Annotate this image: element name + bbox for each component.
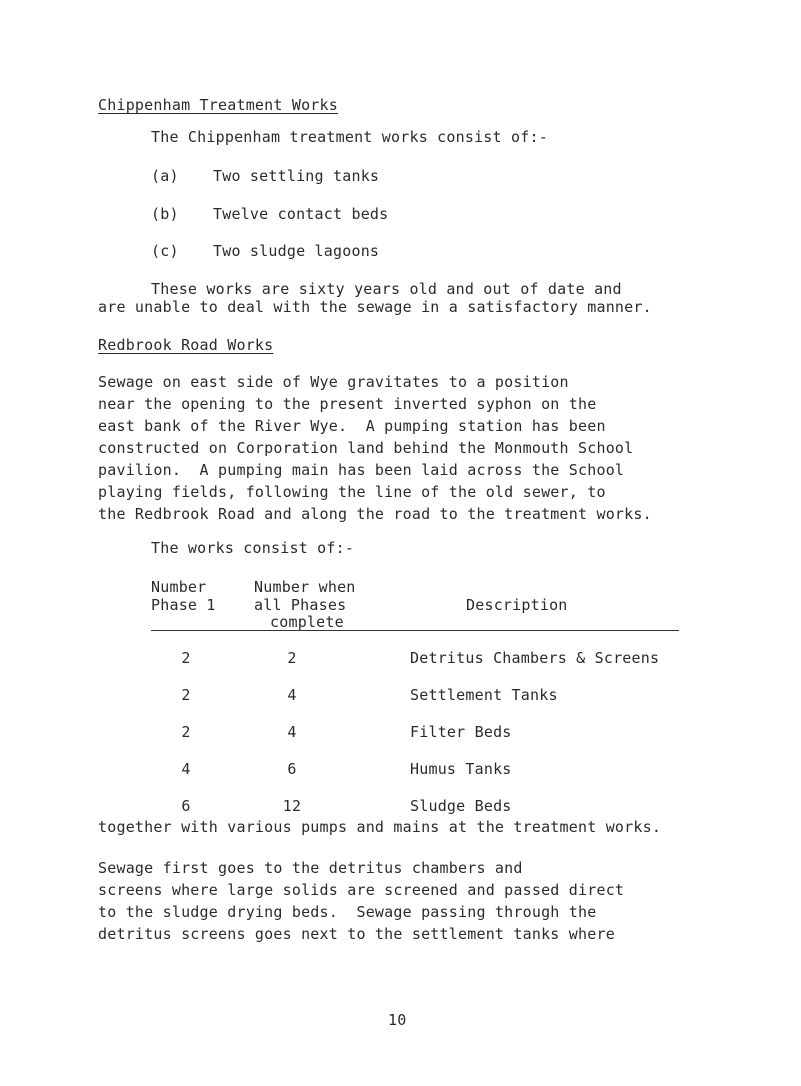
table-cell-description: Humus Tanks: [410, 760, 512, 778]
table-cell-description: Sludge Beds: [410, 797, 512, 815]
table-cell-phase1: 2: [181, 649, 191, 667]
list-label-a: (a): [151, 167, 179, 185]
table-cell-description: Filter Beds: [410, 723, 512, 741]
redbrook-line-2: near the opening to the present inverted syphon on the: [98, 395, 597, 413]
table-header-col2-line1: Number when: [254, 578, 356, 596]
table-cell-complete: 12: [282, 797, 302, 815]
paragraph-line-1: These works are sixty years old and out of date and: [151, 280, 622, 298]
redbrook-line-4: constructed on Corporation land behind the Monmouth School: [98, 439, 634, 457]
paragraph-line-2: are unable to deal with the sewage in a satisfactory manner.: [98, 298, 652, 316]
table-cell-complete: 4: [287, 686, 297, 704]
list-label-b: (b): [151, 205, 179, 223]
list-text-b: Twelve contact beds: [213, 205, 389, 223]
table-cell-phase1: 4: [181, 760, 191, 778]
list-label-c: (c): [151, 242, 179, 260]
redbrook-line-1: Sewage on east side of Wye gravitates to a position: [98, 373, 569, 391]
redbrook-line-5: pavilion. A pumping main has been laid across the School: [98, 461, 625, 479]
table-header-rule: [151, 630, 679, 631]
table-cell-complete: 6: [287, 760, 297, 778]
table-header-col1-line2: Phase 1: [151, 596, 216, 614]
intro-line: The Chippenham treatment works consist of:-: [151, 128, 548, 146]
sewage-line-1: Sewage first goes to the detritus chambers and: [98, 859, 523, 877]
redbrook-line-7: the Redbrook Road and along the road to the treatment works.: [98, 505, 652, 523]
works-consist-line: The works consist of:-: [151, 539, 355, 557]
table-cell-description: Detritus Chambers & Screens: [410, 649, 660, 667]
heading-chippenham: Chippenham Treatment Works: [98, 96, 338, 114]
table-cell-phase1: 2: [181, 686, 191, 704]
table-header-col3: Description: [466, 596, 568, 614]
sewage-line-3: to the sludge drying beds. Sewage passing through the: [98, 903, 597, 921]
list-text-c: Two sludge lagoons: [213, 242, 380, 260]
table-header-col2-line2: all Phases: [254, 596, 347, 614]
table-cell-phase1: 2: [181, 723, 191, 741]
table-cell-phase1: 6: [181, 797, 191, 815]
page-number: 10: [388, 1011, 407, 1029]
after-table-line: together with various pumps and mains at the treatment works.: [98, 818, 662, 836]
table-cell-complete: 2: [287, 649, 297, 667]
table-header-col2-line3: complete: [270, 613, 344, 631]
sewage-line-4: detritus screens goes next to the settlement tanks where: [98, 925, 615, 943]
table-header-col1-line1: Number: [151, 578, 207, 596]
sewage-line-2: screens where large solids are screened and passed direct: [98, 881, 625, 899]
list-text-a: Two settling tanks: [213, 167, 380, 185]
table-cell-complete: 4: [287, 723, 297, 741]
redbrook-line-6: playing fields, following the line of the old sewer, to: [98, 483, 606, 501]
heading-redbrook: Redbrook Road Works: [98, 336, 274, 354]
table-cell-description: Settlement Tanks: [410, 686, 558, 704]
redbrook-line-3: east bank of the River Wye. A pumping station has been: [98, 417, 606, 435]
